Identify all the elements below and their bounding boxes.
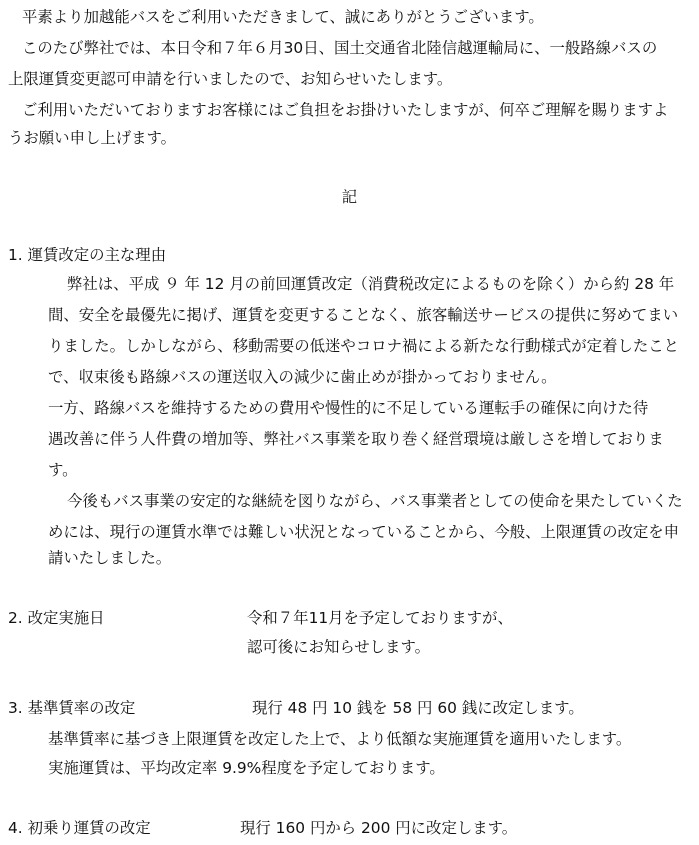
section-2-value-line-1: 令和７年11月を予定しておりますが、 [247, 609, 513, 627]
greeting-line-1: 平素より加越能バスをご利用いただきまして、誠にありがとうございます。 [22, 8, 544, 26]
section-1-line: 請いたしました。 [48, 549, 172, 567]
section-2-heading: 2. 改定実施日 [8, 609, 105, 627]
greeting-line-4: ご利用いただいておりますお客様にはご負担をお掛けいたしますが、何卒ご理解を賜りますよ [22, 101, 669, 119]
section-1-line: で、収束後も路線バスの運送収入の減少に歯止めが掛かっておりません。 [48, 368, 557, 386]
section-3-heading: 3. 基準賃率の改定 [8, 699, 136, 717]
section-3-value: 現行 48 円 10 銭を 58 円 60 銭に改定します。 [252, 699, 584, 717]
section-1-line: す。 [48, 461, 78, 479]
greeting-line-3: 上限運賃変更認可申請を行いましたので、お知らせいたします。 [8, 70, 453, 88]
section-1-line: りました。しかしながら、移動需要の低迷やコロナ禍による新たな行動様式が定着したこと [48, 337, 680, 355]
greeting-line-5: うお願い申し上げます。 [8, 129, 177, 147]
section-1-line: 今後もバス事業の安定的な継続を図りながら、バス事業者としての使命を果たしていくた [67, 492, 683, 510]
section-4-value: 現行 160 円から 200 円に改定します。 [240, 819, 518, 837]
ki-heading: 記 [341, 188, 358, 206]
section-1-line: 一方、路線バスを維持するための費用や慢性的に不足している運転手の確保に向けた待 [48, 399, 649, 417]
greeting-line-2: このたび弊社では、本日令和７年６月30日、国土交通省北陸信越運輸局に、一般路線バスの [22, 39, 658, 57]
section-3-line-2: 実施運賃は、平均改定率 9.9%程度を予定しております。 [48, 759, 445, 777]
section-4-heading: 4. 初乗り運賃の改定 [8, 819, 151, 837]
section-1-line: 弊社は、平成 ９ 年 12 月の前回運賃改定（消費税改定によるものを除く）から約 28 年 [67, 275, 675, 293]
section-1-line: 遇改善に伴う人件費の増加等、弊社バス事業を取り巻く経営環境は厳しさを増しておりま [48, 430, 664, 448]
section-1-heading: 1. 運賃改定の主な理由 [8, 246, 167, 264]
section-2-value-line-2: 認可後にお知らせします。 [247, 638, 430, 656]
section-1-line: 間、安全を最優先に掲げ、運賃を変更することなく、旅客輸送サービスの提供に努めてまい [48, 306, 679, 324]
section-1-line: めには、現行の運賃水準では難しい状況となっていることから、今般、上限運賃の改定を申 [48, 523, 680, 541]
section-3-line-1: 基準賃率に基づき上限運賃を改定した上で、より低額な実施運賃を適用いたします。 [48, 730, 632, 748]
